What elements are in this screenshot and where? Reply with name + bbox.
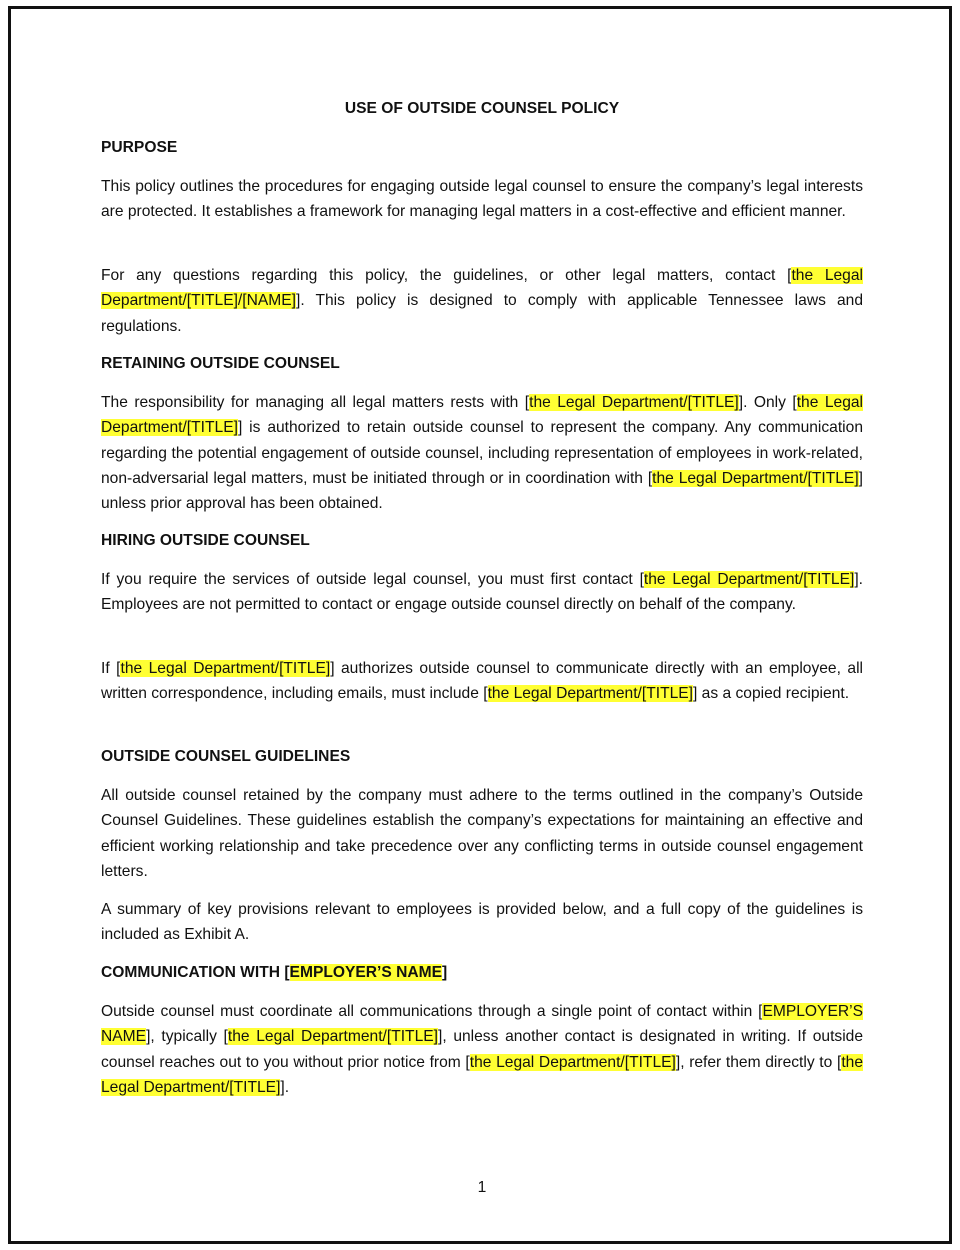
placeholder-highlight: the Legal Department/[TITLE] — [101, 1053, 863, 1096]
purpose-paragraph-1: This policy outlines the procedures for engaging outside legal counsel to ensure the company’s legal interests are protected. It establishes a framework for managing legal matters in a cost-effective and efficient manner. — [101, 178, 863, 221]
placeholder-highlight: the Legal Department/[TITLE] — [227, 1028, 438, 1046]
heading-outside-counsel-guidelines: OUTSIDE COUNSEL GUIDELINES — [101, 748, 351, 765]
placeholder-highlight: EMPLOYER’S NAME — [101, 1003, 863, 1046]
hiring-paragraph-1: If you require the services of outside legal counsel, you must first contact [the Legal Department/[TITLE]]. Employees are not permitted to contact or engage outside counsel directly on behalf of the company. — [101, 571, 864, 614]
document-title: USE OF OUTSIDE COUNSEL POLICY — [344, 100, 620, 117]
heading-purpose: PURPOSE — [101, 139, 178, 156]
guidelines-paragraph-2: A summary of key provisions relevant to employees is provided below, and a full copy of the guidelines is included as Exhibit A. — [101, 901, 863, 944]
document-page — [8, 6, 952, 1244]
retaining-paragraph-1: The responsibility for managing all legal matters rests with [the Legal Department/[TITLE]]. Only [the Legal Department/[TITLE]] is authorized to retain outside counsel to represent the company. Any communication regarding the potential engagement of outside counsel, including representation of employees in work-related, non-adversarial legal matters, must be initiated through or in coordination with [the Legal Department/[TITLE]] unless prior approval has been obtained. — [101, 394, 864, 513]
guidelines-paragraph-1: All outside counsel retained by the company must adhere to the terms outlined in the company’s Outside Counsel Guidelines. These guidelines establish the company’s expectations for maintaining an effective and efficient working relationship and take precedence over any conflicting terms in outside counsel engagement letters. — [101, 787, 863, 880]
heading-retaining-outside-counsel: RETAINING OUTSIDE COUNSEL — [101, 355, 340, 372]
page-number: 1 — [477, 1179, 487, 1196]
placeholder-highlight: the Legal Department/[TITLE] — [120, 660, 331, 677]
placeholder-highlight: the Legal Department/[TITLE] — [487, 685, 693, 703]
communication-paragraph-1: Outside counsel must coordinate all communications through a single point of contact within [EMPLOYER’S NAME], typically [the Legal Department/[TITLE]], unless another contact is designated in writing. If outside counsel reaches out to you without prior notice from [the Legal Department/[TITLE]], refer them directly to [the Legal Department/[TITLE]]. — [101, 1003, 864, 1096]
placeholder-highlight: the Legal Department/[TITLE] — [643, 571, 855, 588]
placeholder-highlight: the Legal Department/[TITLE] — [529, 394, 739, 411]
placeholder-highlight: the Legal Department/[TITLE]/[NAME] — [101, 267, 863, 310]
purpose-paragraph-2: For any questions regarding this policy, the guidelines, or other legal matters, contact [the Legal Department/[TITLE]/[NAME]]. This policy is designed to comply with applicable Tennessee laws and regulations. — [101, 267, 863, 335]
placeholder-highlight: the Legal Department/[TITLE] — [469, 1053, 676, 1071]
placeholder-highlight: EMPLOYER’S NAME — [289, 964, 443, 981]
heading-hiring-outside-counsel: HIRING OUTSIDE COUNSEL — [101, 532, 310, 549]
placeholder-highlight: the Legal Department/[TITLE] — [101, 394, 863, 437]
placeholder-highlight: the Legal Department/[TITLE] — [652, 469, 859, 487]
heading-communication-with-employer: COMMUNICATION WITH [EMPLOYER’S NAME] — [101, 964, 448, 981]
hiring-paragraph-2: If [the Legal Department/[TITLE]] authorizes outside counsel to communicate directly with an employee, all written correspondence, including emails, must include [the Legal Department/[TITLE]] as a copied recipient. — [101, 660, 864, 703]
